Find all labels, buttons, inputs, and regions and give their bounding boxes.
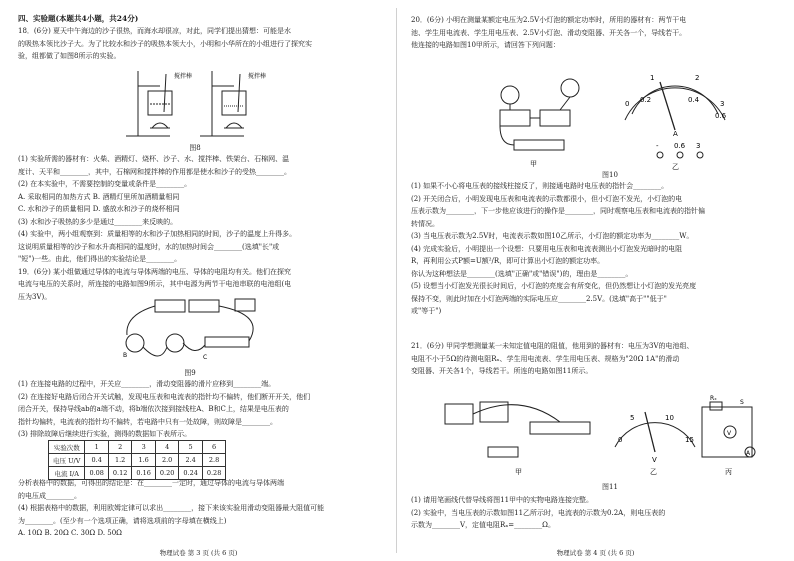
table-cell: 0.08 <box>85 467 108 480</box>
question-text-line: 的吸热本领比沙子大。为了比较水和沙子的吸热本领大小，小明和小华所在的小组进行了探究实 <box>18 39 312 48</box>
svg-text:A: A <box>673 130 678 138</box>
figure-9 <box>115 295 275 365</box>
question-text-line: 压为3V)。 <box>18 292 52 301</box>
question-19-after <box>18 477 388 540</box>
table-cell: 2 <box>108 441 131 454</box>
svg-text:-: - <box>656 142 659 150</box>
svg-text:0.2: 0.2 <box>640 96 652 104</box>
question-text-line: 20．(6分) 小明在测量某额定电压为2.5V小灯泡的额定功率时，所用的器材有：两节干电 <box>411 16 687 24</box>
question-text-line: (1) 实验所需的器材有：火柴、酒精灯、烧杯、沙子、水、搅拌棒、铁架台、石棉网、温 <box>18 155 290 163</box>
section-heading: 四、实验题(本题共4小题，共24分) <box>18 14 139 23</box>
table-cell: 4 <box>155 441 178 454</box>
question-text-line: 指针均偏转，电流表的指针均不偏转，若电路中只有一处故障，则故障是________。 <box>18 417 277 426</box>
question-text-line: 转情况。 <box>411 219 439 228</box>
data-table <box>48 440 226 480</box>
question-text-line: R，再利用公式P额=U额²/R，即可计算出小灯泡的额定功率。 <box>411 257 605 265</box>
question-text-line: (3) 水和沙子吸热的多少是通过________来反映的。 <box>18 217 178 226</box>
question-text-line: (1) 请用笔画线代替导线将图11甲中的实物电路连接完整。 <box>411 496 594 504</box>
svg-text:15: 15 <box>685 436 694 444</box>
question-text-line: A. 采取相同的加热方式 B. 酒精灯里所加酒精量相同 <box>18 192 180 201</box>
question-text-line: "短")一些。由此，他们得出的实验结论是________。 <box>18 255 182 263</box>
table-cell: 0.20 <box>155 467 178 480</box>
svg-text:甲: 甲 <box>515 468 522 476</box>
figure-11 <box>440 392 770 480</box>
table-cell: 0.28 <box>202 467 225 480</box>
fig10-caption: 图10 <box>602 171 618 179</box>
question-text-line: (3) 当电压表示数为2.5V时，电流表示数如图10乙所示，小灯泡的额定功率为________W。 <box>411 232 694 240</box>
question-text-line: 变阻器、开关各1个，导线若干。所连的电路如图11所示。 <box>411 367 593 375</box>
fig8-label-2: 搅拌棒 <box>248 73 267 80</box>
question-text-line: 18．(6分) 夏天中午海边的沙子很热，而海水却很凉，对此，同学们提出猜想：可能是水 <box>18 27 292 35</box>
question-text-line: 21．(6分) 甲同学想测量某一未知定值电阻的阻值，他用到的器材有：电压为3V的电池组、 <box>411 342 694 350</box>
question-text-line: 池、学生用电流表、学生用电压表、2.5V小灯泡、滑动变阻器、开关各一个，导线若干。 <box>411 28 687 37</box>
svg-text:3: 3 <box>696 142 701 150</box>
table-cell: 电流 I/A <box>49 467 85 480</box>
table-cell: 0.12 <box>108 467 131 480</box>
svg-text:A: A <box>746 450 751 457</box>
table-cell: 2.0 <box>155 454 178 467</box>
table-cell: 2.4 <box>179 454 202 467</box>
table-cell: 电压 U/V <box>49 454 85 467</box>
svg-text:0.4: 0.4 <box>688 96 700 104</box>
question-18 <box>18 25 381 63</box>
table-cell: 实验次数 <box>49 441 85 454</box>
fig8-label-1: 搅拌棒 <box>174 73 193 80</box>
figure-10 <box>490 70 740 170</box>
footer-right: 物理试卷 第 4 页 (共 6 页) <box>556 549 635 557</box>
svg-text:甲: 甲 <box>530 160 537 168</box>
question-text-line: C. 水和沙子的质量相同 D. 盛放水和沙子的烧杯相同 <box>18 205 180 213</box>
table-cell: 0.4 <box>85 454 108 467</box>
svg-text:10: 10 <box>665 414 674 422</box>
question-text-line: 保持不变，则此时加在小灯泡两端的实际电压应________2.5V。(选填"高于""低于" <box>411 294 667 303</box>
svg-text:S: S <box>740 399 744 406</box>
table-cell: 1.6 <box>132 454 155 467</box>
question-19-parts <box>18 378 388 441</box>
table-row <box>49 454 226 467</box>
question-text-line: (2) 在连接好电路后闭合开关试触，发现电压表和电流表的指针均不偏转，他们断开开关，他们 <box>18 392 311 401</box>
question-20-parts <box>411 180 781 318</box>
figure-8 <box>120 66 270 142</box>
svg-text:V: V <box>652 456 657 464</box>
svg-text:3: 3 <box>720 100 725 108</box>
svg-text:1: 1 <box>650 74 655 82</box>
svg-text:Rₓ: Rₓ <box>710 395 717 402</box>
question-text-line: 的电压成________。 <box>18 491 81 500</box>
question-text-line: (1) 如果不小心将电压表的接线柱接反了，则接通电路时电压表的指针会________。 <box>411 182 669 190</box>
question-21 <box>411 340 781 378</box>
question-text-line: 这说明质量相等的沙子和水升高相同的温度时，水的加热时间会________(选填"长"或 <box>18 242 280 251</box>
svg-text:B: B <box>123 352 128 359</box>
table-cell: 5 <box>179 441 202 454</box>
question-text-line: 示数为________V，定值电阻Rₓ=________Ω。 <box>411 521 555 529</box>
svg-text:V: V <box>727 430 732 437</box>
fig8-caption: 图8 <box>189 144 201 152</box>
svg-text:0: 0 <box>618 436 623 444</box>
question-text-line: 分析表格中的数据，可得出的结论是：在________一定时，通过导体的电流与导体两端 <box>18 479 284 487</box>
fig11-caption: 图11 <box>602 483 618 491</box>
question-text-line: (4) 实验中，两小组观察到：质量相等的水和沙子加热相同的时间，沙子的温度上升得多。 <box>18 230 297 238</box>
question-text-line: (1) 在连接电路的过程中，开关应________，滑动变阻器的滑片应移到________端。 <box>18 380 276 388</box>
svg-text:0.6: 0.6 <box>674 142 686 150</box>
svg-text:2: 2 <box>695 74 700 82</box>
svg-text:C: C <box>203 354 208 361</box>
question-text-line: (2) 在本实验中，不需要控制的变量或条件是________。 <box>18 180 192 188</box>
svg-text:乙: 乙 <box>650 468 657 476</box>
table-cell: 0.24 <box>179 467 202 480</box>
question-20 <box>411 14 780 52</box>
question-text-line: 闭合开关，保持导线ab的a端不动，将b端依次接到接线柱A、B和C上，结果是电压表的 <box>18 405 289 413</box>
question-21-parts <box>411 494 781 532</box>
question-text-line: (3) 排除故障后继续进行实验，测得的数据如下表所示。 <box>18 430 192 438</box>
table-cell: 6 <box>202 441 225 454</box>
question-text-line: 他连接的电路如图10甲所示，请回答下列问题： <box>411 41 560 49</box>
question-text-line: 你认为这种想法是________(选填"正确"或"错误")的，理由是________。 <box>411 269 633 278</box>
fig9-caption: 图9 <box>184 369 196 377</box>
question-text-line: 或"等于") <box>411 307 442 315</box>
svg-text:丙: 丙 <box>725 468 732 476</box>
footer-left: 物理试卷 第 3 页 (共 6 页) <box>159 549 238 557</box>
question-text-line: (2) 实验中，当电压表的示数如图11乙所示时，电流表的示数为0.2A，则电压表的 <box>411 508 666 517</box>
question-text-line: (4) 根据表格中的数据，利用欧姆定律可以求出________，接下来该实验用滑动变阻器最大阻值可能 <box>18 504 325 512</box>
question-text-line: 电流与电压的关系时，所连接的电路如图9所示，其中电源为两节干电池串联的电池组(电 <box>18 280 292 288</box>
table-header-row <box>49 441 226 454</box>
question-text-line: 验，组都做了如图8所示的实验。 <box>18 52 121 60</box>
table-cell: 0.16 <box>132 467 155 480</box>
question-text-line: 电阻不小于5Ω的待测电阻Rₓ、学生用电流表、学生用电压表、规格为"20Ω 1A"的滑动 <box>411 354 680 363</box>
question-text-line: 度计、天平和________，其中，石棉网和搅拌棒的作用都是使水和沙子的受热________。 <box>18 167 291 176</box>
svg-text:0: 0 <box>625 100 630 108</box>
question-text-line: 为________。(至少有一个选项正确，请将选项前的字母填在横线上) <box>18 516 227 525</box>
question-text-line: A. 10Ω B. 20Ω C. 30Ω D. 50Ω <box>18 529 122 537</box>
svg-text:乙: 乙 <box>672 163 679 170</box>
question-text-line: 19．(6分) 某小组做通过导体的电流与导体两端的电压、导体的电阻均有关。他们在探究 <box>18 267 292 276</box>
table-cell: 2.8 <box>202 454 225 467</box>
svg-text:0.6: 0.6 <box>715 112 727 120</box>
table-cell: 1 <box>85 441 108 454</box>
question-18-parts <box>18 153 388 303</box>
svg-text:5: 5 <box>630 414 635 422</box>
question-text-line: (2) 开关闭合后，小明发现电压表和电流表的示数都很小，但小灯泡不发光，小灯泡的电 <box>411 194 683 203</box>
question-text-line: (4) 完成实验后，小明提出一个设想：只要用电压表和电流表测出小灯泡发光暗时的电阻 <box>411 244 683 253</box>
table-cell: 1.2 <box>108 454 131 467</box>
question-text-line: 压表示数为________，下一步他应该进行的操作是________，同时观察电压表和电流表的指针偏 <box>411 207 705 215</box>
question-text-line: (5) 设想当小灯泡发光很长时间后，小灯泡的亮度会有所变化，但仍然想让小灯泡的发光亮度 <box>411 282 697 290</box>
table-cell: 3 <box>132 441 155 454</box>
